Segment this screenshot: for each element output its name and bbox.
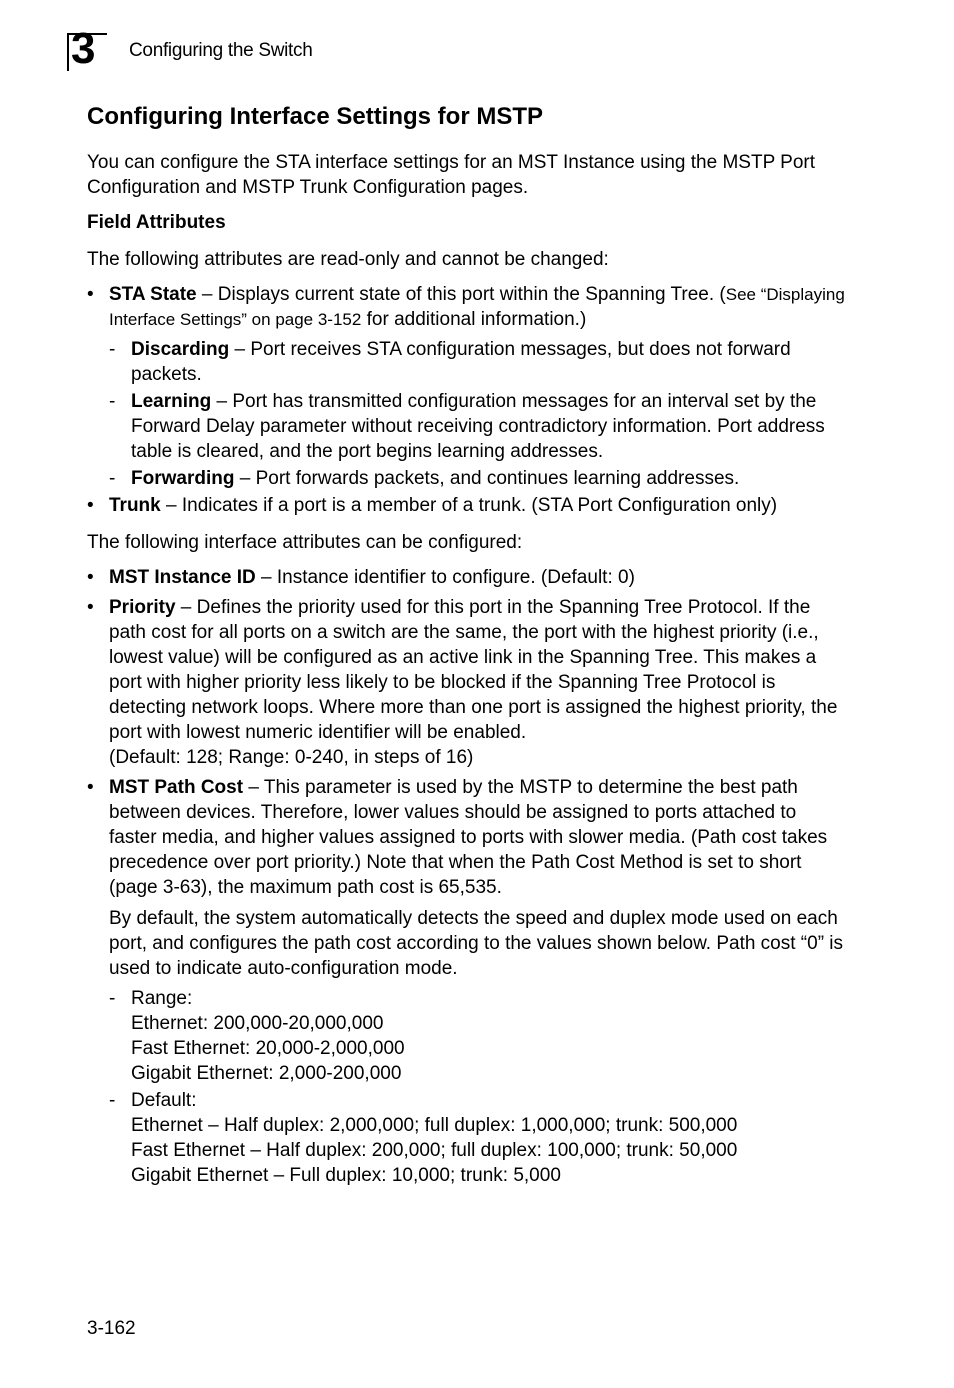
description: – This parameter is used by the MSTP to determine the best path between devices. Therefore, lower values should be assigned to ports attached to faster media, and higher values assigned to ports with slower media. (Path cost takes precedence over port priority.) Note that when the Path Cost Method is set to short (page 3-63), the maximum path cost is 65,535. bbox=[109, 777, 828, 898]
chapter-number: 3 bbox=[71, 24, 96, 73]
term: Forwarding bbox=[131, 468, 235, 489]
description: – Port forwards packets, and continues learning addresses. bbox=[234, 468, 740, 489]
field-attributes-heading: Field Attributes bbox=[87, 212, 226, 233]
range-fast-ethernet: Fast Ethernet: 20,000-2,000,000 bbox=[131, 1038, 405, 1059]
running-title: Configuring the Switch bbox=[129, 40, 313, 61]
range-label: - Range: bbox=[131, 988, 193, 1009]
term: Priority bbox=[109, 597, 176, 618]
configurable-attribute-list bbox=[87, 565, 847, 1188]
default-label: - Default: bbox=[131, 1090, 197, 1111]
default-ethernet: Ethernet – Half duplex: 2,000,000; full duplex: 1,000,000; trunk: 500,000 bbox=[131, 1115, 738, 1136]
term: MST Instance ID bbox=[109, 567, 256, 588]
description-end: for additional information.) bbox=[361, 309, 587, 330]
list-item-mst-instance bbox=[87, 565, 847, 590]
main-content bbox=[87, 98, 847, 1190]
list-item-range bbox=[109, 986, 847, 1086]
path-cost-default-paragraph: By default, the system automatically detects the speed and duplex mode used on each port, and configures the path cost according to the values shown below. Path cost “0” is used to indicate auto-configuration mode. bbox=[109, 908, 844, 979]
readonly-attribute-list bbox=[87, 282, 847, 518]
description: – Instance identifier to configure. (Default: 0) bbox=[255, 567, 635, 588]
list-item-sta-state bbox=[87, 282, 847, 491]
term: Discarding bbox=[131, 339, 230, 360]
intro-paragraph: You can configure the STA interface settings for an MST Instance using the MSTP Port Configuration and MSTP Trunk Configuration pages. bbox=[87, 152, 816, 198]
list-item-default bbox=[109, 1088, 847, 1188]
list-item-path-cost bbox=[87, 775, 847, 1188]
range-ethernet: Ethernet: 200,000-20,000,000 bbox=[131, 1013, 384, 1034]
default-fast-ethernet: Fast Ethernet – Half duplex: 200,000; full duplex: 100,000; trunk: 50,000 bbox=[131, 1140, 738, 1161]
cross-reference: See “Displaying Interface Settings” on page 3-152 bbox=[109, 285, 845, 329]
term: MST Path Cost bbox=[109, 777, 244, 798]
readonly-lead: The following attributes are read-only and cannot be changed: bbox=[87, 249, 609, 270]
page-number: 3-162 bbox=[87, 1318, 136, 1339]
list-item-forwarding bbox=[109, 466, 847, 491]
list-item-trunk bbox=[87, 493, 847, 518]
list-item-learning bbox=[109, 389, 847, 464]
term: STA State bbox=[109, 284, 197, 305]
term: Learning bbox=[131, 391, 212, 412]
description: – Displays current state of this port within the Spanning Tree. ( bbox=[196, 284, 726, 305]
description: – Indicates if a port is a member of a trunk. (STA Port Configuration only) bbox=[160, 495, 778, 516]
range-gigabit-ethernet: Gigabit Ethernet: 2,000-200,000 bbox=[131, 1063, 402, 1084]
state-list bbox=[109, 337, 847, 491]
description: – Port receives STA configuration messages, but does not forward packets. bbox=[131, 339, 791, 385]
section-title: Configuring Interface Settings for MSTP bbox=[87, 103, 544, 130]
description: – Defines the priority used for this port in the Spanning Tree Protocol. If the path cost for all ports on a switch are the same, the port with the highest priority (i.e., lowest value) will be configured as an active link in the Spanning Tree. This makes a port with higher priority less likely to be blocked if the Spanning Tree Protocol is detecting network loops. Where more than one port is assigned the highest priority, the port with lowest numeric identifier will be enabled. bbox=[109, 597, 838, 743]
term: Trunk bbox=[109, 495, 161, 516]
list-item-priority bbox=[87, 595, 847, 770]
path-cost-value-list bbox=[109, 986, 847, 1188]
priority-default: (Default: 128; Range: 0-240, in steps of 16) bbox=[109, 747, 474, 768]
configurable-lead: The following interface attributes can be configured: bbox=[87, 532, 523, 553]
description: – Port has transmitted configuration messages for an interval set by the Forward Delay parameter without receiving contradictory information. Port address table is cleared, and the port begins learning addresses. bbox=[131, 391, 825, 462]
default-gigabit-ethernet: Gigabit Ethernet – Full duplex: 10,000; trunk: 5,000 bbox=[131, 1165, 561, 1186]
list-item-discarding bbox=[109, 337, 847, 387]
